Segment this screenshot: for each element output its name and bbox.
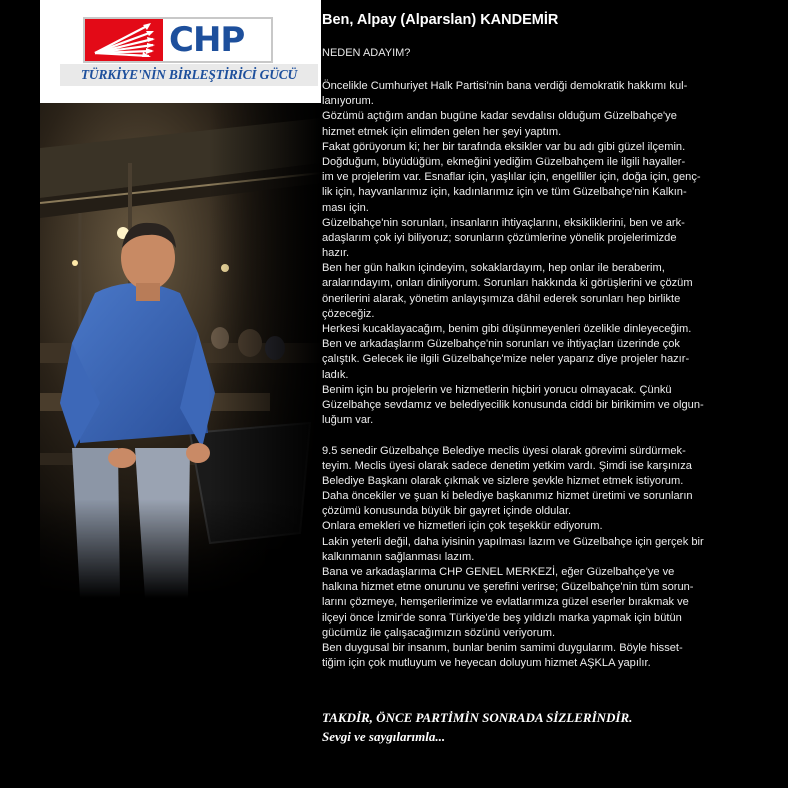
letter-line: gücümüz ile çalışacağımızın sözünü veriyorum.	[322, 626, 556, 639]
letter-subtitle: NEDEN ADAYIM?	[322, 47, 411, 59]
closing-line-1: TAKDİR, ÖNCE PARTİMİN SONRADA SİZLERİNDİR.	[322, 710, 633, 725]
letter-line: ladık.	[322, 368, 349, 381]
letter-line: Öncelikle Cumhuriyet Halk Partisi'nin bana verdiği demokratik hakkımı kul-	[322, 80, 688, 92]
letter-line: halkına hizmet etme onurunu ve şerefini verirse; Güzelbahçe'nin tüm sorun-	[322, 581, 694, 594]
letter-line: Fakat görüyorum ki; her bir tarafında eksikler var bu adı gibi güzel ilçemin.	[322, 140, 686, 153]
letter-line: çözeceğiz.	[322, 307, 375, 320]
letter-line: lanıyorum.	[322, 95, 374, 108]
letter-line: Doğduğum, büyüdüğüm, ekmeğini yediğim Güzelbahçem ile ilgili hayaller-	[322, 155, 686, 168]
letter-line	[322, 428, 750, 443]
closing-line-2: Sevgi ve saygılarımla...	[322, 729, 446, 744]
letter-line: teyim. Meclis üyesi olarak sadece denetim yetkim vardı. Şimdi ise karşınıza	[322, 459, 692, 472]
letter-line: im ve projelerim var. Esnaflar için, yaşlılar için, engelliler için, doğa için, genç-	[322, 171, 701, 184]
letter-line: aralarındayım, onları dinliyorum. Sorunları hakkında ki görüşlerini ve çözüm	[322, 277, 693, 290]
letter	[322, 0, 750, 788]
letter-title: Ben, Alpay (Alparslan) KANDEMİR	[322, 12, 559, 28]
letter-line: hizmet etmek için elimden gelen her şeyi yaptım.	[322, 125, 562, 138]
letter-line: tiğim için çok mutluyum ve heyecan doluyum hizmet AŞKLA yapılır.	[322, 657, 651, 670]
chp-brand-text: CHP	[169, 20, 245, 60]
letter-line: lik için, hayvanlarımız için, kadınlarımız için ve tüm Güzelbahçe'nin Kalkın-	[322, 186, 687, 199]
letter-line: Ben ve arkadaşlarım Güzelbahçe'nin sorunları ve ihtiyaçları üzerinde çok	[322, 338, 680, 351]
letter-line: Bana ve arkadaşlarıma CHP GENEL MERKEZİ, eğer Güzelbahçe'ye ve	[322, 566, 675, 578]
letter-line: 9.5 senedir Güzelbahçe Belediye meclis üyesi olarak görevimi sürdürmek-	[322, 444, 686, 457]
letter-line: Herkesi kucaklayacağım, benim gibi düşünmeyenleri özelikle dinleyeceğim.	[322, 323, 692, 335]
letter-line: önerilerini alarak, yönetim anlayışımıza dâhil ederek sorunları hep birlikte	[322, 292, 681, 305]
letter-line: Onlara emekleri ve hizmetleri için çok teşekkür ediyorum.	[322, 520, 603, 533]
letter-line: larını çözmeye, hemşerilerimize ve evlatlarımıza güzel eserler bırakmak ve	[322, 596, 689, 609]
letter-line: Lakin yeterli değil, daha iyisinin yapılması lazım ve Güzelbahçe için gerçek bir	[322, 535, 704, 548]
man-portrait-photo	[40, 103, 321, 598]
chp-slogan: TÜRKİYE'NİN BİRLEŞTİRİCİ GÜCÜ	[60, 64, 318, 86]
letter-line: Gözümü açtığım andan bugüne kadar sevdalısı olduğum Güzelbahçe'ye	[322, 110, 677, 123]
letter-line: çalıştık. Gelecek ile ilgili Güzelbahçe'mize neler yaparız diye projeler hazır-	[322, 353, 690, 366]
letter-line: Güzelbahçe'nin sorunları, insanların ihtiyaçlarını, eksikliklerini, ben ve ark-	[322, 216, 685, 229]
letter-line: Daha öncekiler ve şuan ki belediye başkanımız hizmet üretimi ve sorunların	[322, 490, 693, 503]
letter-line: çözümü konusunda büyük bir gayret içinde oldular.	[322, 505, 572, 518]
letter-line: Belediye Başkanı olarak çıkmak ve sizlere şevkle hizmet etmek istiyorum.	[322, 474, 684, 487]
chp-logo	[83, 17, 273, 63]
letter-body	[322, 79, 750, 671]
letter-line: ilçeyi önce İzmir'de sonra Türkiye'de beş yıldızlı marka yapmak için bütün	[322, 611, 682, 624]
letter-line: Güzelbahçe sevdamız ve belediyecilik konusunda ciddi bir birikimim ve olgun-	[322, 398, 704, 411]
letter-line: luğum var.	[322, 414, 374, 427]
letter-line: Benim için bu projelerin ve hizmetlerin hiçbiri yorucu olmayacak. Çünkü	[322, 383, 672, 396]
letter-line: kalkınmanın sağlanması lazım.	[322, 550, 475, 563]
six-arrows-icon	[85, 19, 163, 61]
letter-closing	[322, 708, 632, 746]
letter-line: hazır.	[322, 247, 350, 260]
letter-line: adaşlarım çok iyi biliyoruz; sorunların çözümlerine yönelik projelerimizde	[322, 231, 677, 244]
letter-line: Ben duygusal bir insanım, bunlar benim samimi duygularım. Böyle hisset-	[322, 641, 683, 654]
letter-line: ması için.	[322, 201, 369, 214]
letter-line: Ben her gün halkın içindeyim, sokaklardayım, hep onlar ile beraberim,	[322, 262, 665, 275]
chp-logo-panel	[40, 0, 321, 103]
